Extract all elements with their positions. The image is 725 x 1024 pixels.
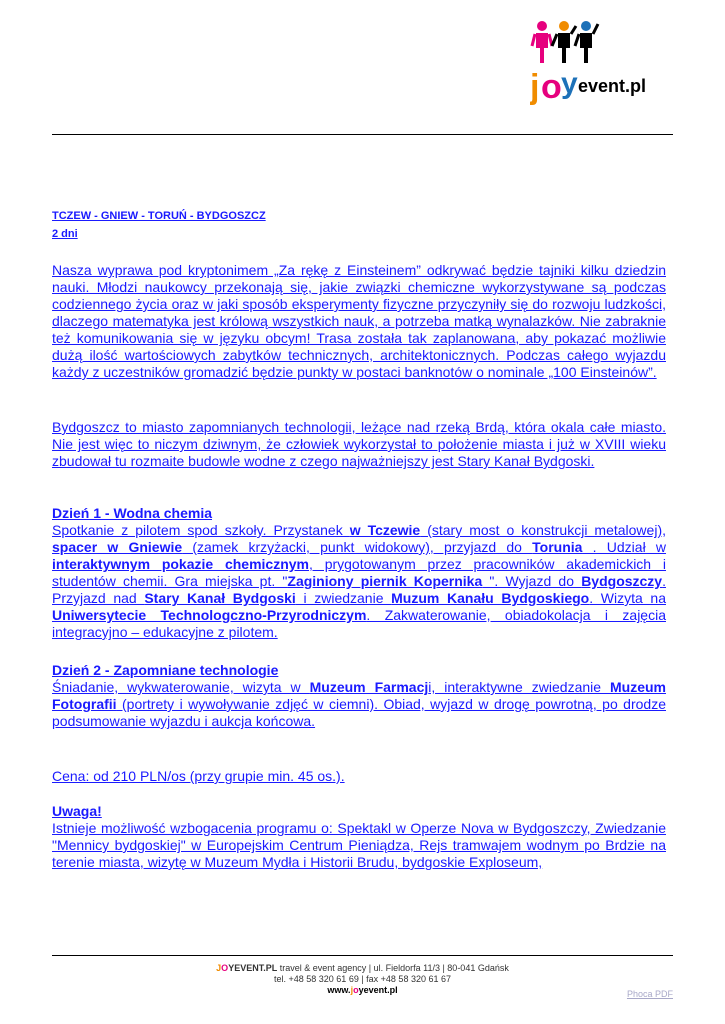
footer-brand: JOYEVENT.PL <box>216 963 278 973</box>
day1-stop: Zaginiony piernik Kopernika <box>287 573 483 589</box>
day1-text: , prygotowanym przez pracowników akademickich i studentów chemii. Gra miejska pt. " <box>52 556 666 589</box>
footer-divider <box>52 955 673 956</box>
day1-text: . Zakwaterowanie, obiadokolacja i zajęcia integracyjno – edukacyjne z pilotem. <box>52 607 666 640</box>
svg-text:j: j <box>530 68 540 106</box>
svg-text:y: y <box>561 67 578 100</box>
day1-text: . Wizyta na <box>589 590 666 606</box>
day1-stop: Stary Kanał Bydgoski <box>144 590 296 606</box>
trip-duration[interactable]: 2 dni <box>52 228 78 240</box>
footer-address-text: travel & event agency | ul. Fieldorfa 11/3 | 80-041 Gdańsk <box>277 963 509 973</box>
bydgoszcz-paragraph[interactable]: Bydgoszcz to miasto zapomnianych technologii, leżące nad rzeką Brdą, która okala całe miasto. Nie jest więc to niczym dziwnym, że człowiek wykorzystał to położenie miasta i już w XVIII wieku zbudował tu rozmaite budowle wodne z czego najważniejszy jest Stary Kanał Bydgoski. <box>52 419 666 469</box>
day1-heading[interactable]: Dzień 1 - Wodna chemia <box>52 505 212 521</box>
day2-heading[interactable]: Dzień 2 - Zapomniane technologie <box>52 662 279 678</box>
day1-text: ". Wyjazd do <box>482 573 582 589</box>
day1-text: . Udział w <box>582 539 667 555</box>
day1-stop: w Tczewie <box>349 522 421 538</box>
day1-text: i zwiedzanie <box>295 590 392 606</box>
route-title[interactable]: TCZEW - GNIEW - TORUŃ - BYDGOSZCZ <box>52 210 266 222</box>
day1-text: . Przyjazd nad <box>52 573 666 606</box>
svg-text:event.pl: event.pl <box>578 76 647 96</box>
day2-text: (portrety i wywoływanie zdjęć w ciemni). Obiad, wyjazd w drogę powrotną, po drodze podsumowanie wyjazdu i aukcja końcowa. <box>52 696 666 729</box>
day1-stop: Torunia <box>532 539 583 555</box>
joyevent-figures-icon <box>530 18 660 108</box>
day2-text: i, interaktywne zwiedzanie <box>428 679 610 695</box>
footer-website[interactable]: www.joyevent.pl <box>327 985 398 995</box>
day2-stop: Muzeum Farmacj <box>309 679 429 695</box>
joyevent-logo <box>530 18 660 108</box>
header-divider <box>52 134 673 135</box>
day1-stop: Muzum Kanału Bydgoskiego <box>391 590 590 606</box>
day1-paragraph[interactable] <box>52 522 666 641</box>
day2-text: Śniadanie, wykwaterowanie, wizyta w <box>52 679 310 695</box>
footer <box>0 963 725 996</box>
day1-stop: spacer w Gniewie <box>52 539 183 555</box>
day1-text: Spotkanie z pilotem spod szkoły. Przystanek <box>52 522 350 538</box>
svg-text:o: o <box>541 68 562 106</box>
day2-stop: Muzeum Fotografii <box>52 679 666 712</box>
day1-text: (zamek krzyżacki, punkt widokowy), przyjazd do <box>182 539 533 555</box>
day1-stop: interaktywnym pokazie chemicznym <box>52 556 310 572</box>
footer-address <box>0 963 725 974</box>
footer-phone: tel. +48 58 320 61 69 | fax +48 58 320 61 67 <box>274 974 451 984</box>
note-heading[interactable]: Uwaga! <box>52 803 102 819</box>
day1-text: (stary most o konstrukcji metalowej), <box>420 522 666 538</box>
phoca-pdf-link[interactable]: Phoca PDF <box>626 989 673 999</box>
note-paragraph[interactable]: Istnieje możliwość wzbogacenia programu o: Spektakl w Operze Nova w Bydgoszczy, Zwiedzanie "Mennicy bydgoskiej" w Europejskim Centrum Pieniądza, Rejs tramwajem wodnym po Brdzie na terenie miasta, wizytę w Muzeum Mydła i Historii Brudu, bydgoskie Exploseum, <box>52 820 666 870</box>
day1-stop: Bydgoszczy <box>581 573 663 589</box>
price-line[interactable]: Cena: od 210 PLN/os (przy grupie min. 45 os.). <box>52 768 345 784</box>
intro-paragraph[interactable]: Nasza wyprawa pod kryptonimem „Za rękę z Einsteinem” odkrywać będzie tajniki kilku dziedzin nauki. Młodzi naukowcy przekonają się, jakie związki chemiczne wykorzystywane są podczas codziennego życia oraz w jaki sposób eksperymenty fizyczne przyczyniły się do rozwoju ludzkości, dlaczego matematyka jest królową wszystkich nauk, a potrzeba matką wynalazków. Nie zabraknie też komunikowania się w języku obcym! Trasa została tak zaplanowana, aby pokazać możliwie dużą ilość wartościowych zabytków technicznych, architektonicznych. Podczas całego wyjazdu każdy z uczestników gromadzić będzie punkty w postaci banknotów o nominale „100 Einsteinów”. <box>52 262 666 380</box>
day2-paragraph[interactable] <box>52 679 666 730</box>
day1-stop: Uniwersytecie Technologczno-Przyrodniczym <box>52 607 367 623</box>
